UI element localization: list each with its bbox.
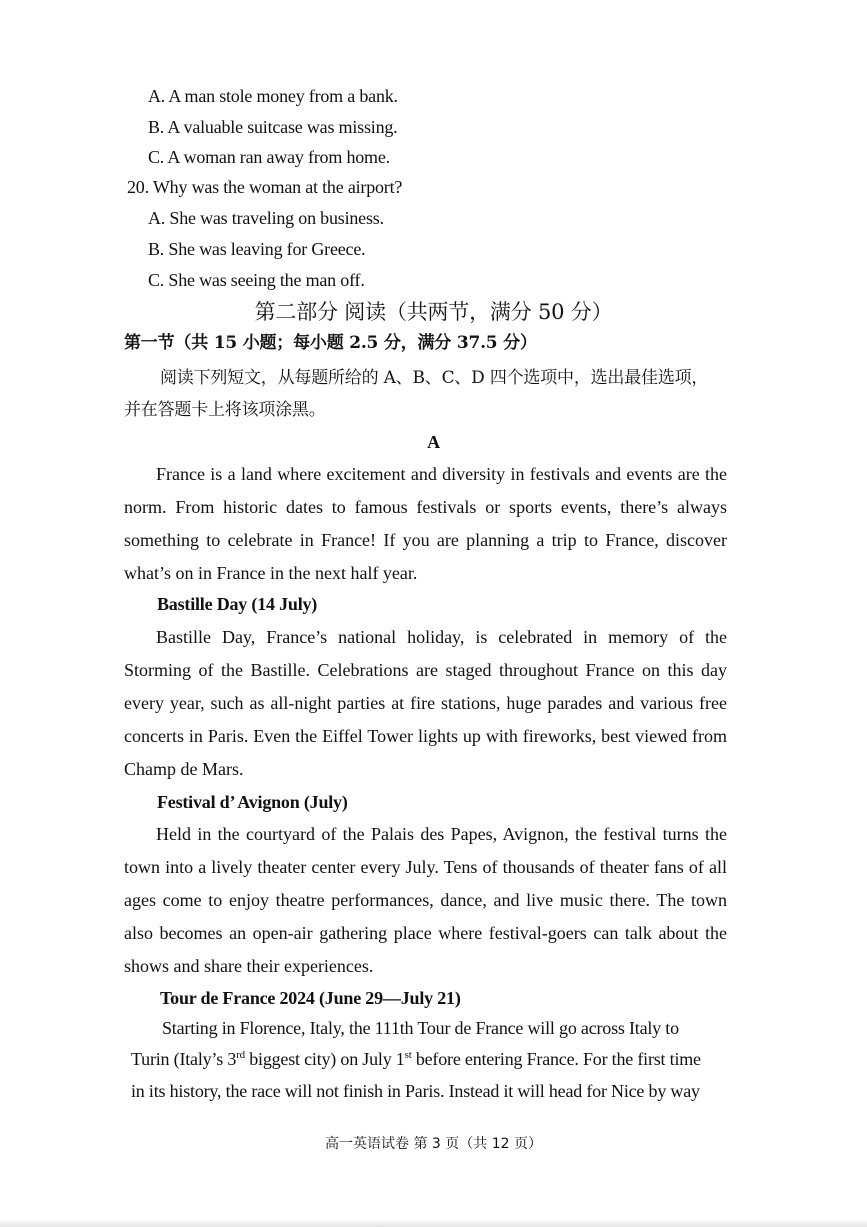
q20-question: 20. Why was the woman at the airport? xyxy=(127,177,403,197)
page-footer: 高一英语试卷 第 3 页（共 12 页） xyxy=(325,1136,542,1152)
bastille-day-body: Bastille Day, France’s national holiday, is celebrated in memory of the Storming of the Bastille. Celebrations are staged throughout France on this day every year, such as all-night parties at fire stations, huge parades and various free concerts in Paris. Even the Eiffel Tower lights up with fireworks, best viewed from Champ de Mars. xyxy=(124,627,727,779)
avignon-heading: Festival d’ Avignon (July) xyxy=(157,792,348,812)
tour-body-line-2: Turin (Italy’s 3rd biggest city) on July 1st before entering France. For the first time xyxy=(131,1049,701,1069)
scan-edge xyxy=(0,1219,867,1227)
tour-body-line-3: in its history, the race will not finish in Paris. Instead it will head for Nice by way xyxy=(131,1081,700,1101)
tour-de-france-heading: Tour de France 2024 (June 29—July 21) xyxy=(160,988,461,1008)
tour-body-line-1: Starting in Florence, Italy, the 111th Tour de France will go across Italy to xyxy=(162,1018,679,1038)
bastille-day-heading: Bastille Day (14 July) xyxy=(157,594,318,614)
instruction-line-2: 并在答题卡上将该项涂黑。 xyxy=(124,400,326,420)
instruction-line-1: 阅读下列短文，从每题所给的 A、B、C、D 四个选项中，选出最佳选项， xyxy=(160,368,709,388)
part2-title: 第二部分 阅读（共两节，满分 50 分） xyxy=(254,300,613,324)
q20-option-a: A. She was traveling on business. xyxy=(148,208,384,228)
q19-option-b: B. A valuable suitcase was missing. xyxy=(148,117,398,137)
section1-title: 第一节（共 15 小题；每小题 2.5 分，满分 37.5 分） xyxy=(124,333,537,353)
q20-option-c: C. She was seeing the man off. xyxy=(148,270,365,290)
q19-option-a: A. A man stole money from a bank. xyxy=(148,86,398,106)
passage-label: A xyxy=(427,432,440,452)
q19-option-c: C. A woman ran away from home. xyxy=(148,147,390,167)
q20-option-b: B. She was leaving for Greece. xyxy=(148,239,366,259)
avignon-body: Held in the courtyard of the Palais des Papes, Avignon, the festival turns the town into a lively theater center every July. Tens of thousands of theater fans of all ages come to enjoy theatre performances, dance, and live music there. The town also becomes an open-air gathering place where festival-goers can talk about the shows and share their experiences. xyxy=(124,824,727,976)
passage-intro: France is a land where excitement and diversity in festivals and events are the norm. From historic dates to famous festivals or sports events, there’s always something to celebrate in France! If you are planning a trip to France, discover what’s on in France in the next half year. xyxy=(124,464,727,583)
